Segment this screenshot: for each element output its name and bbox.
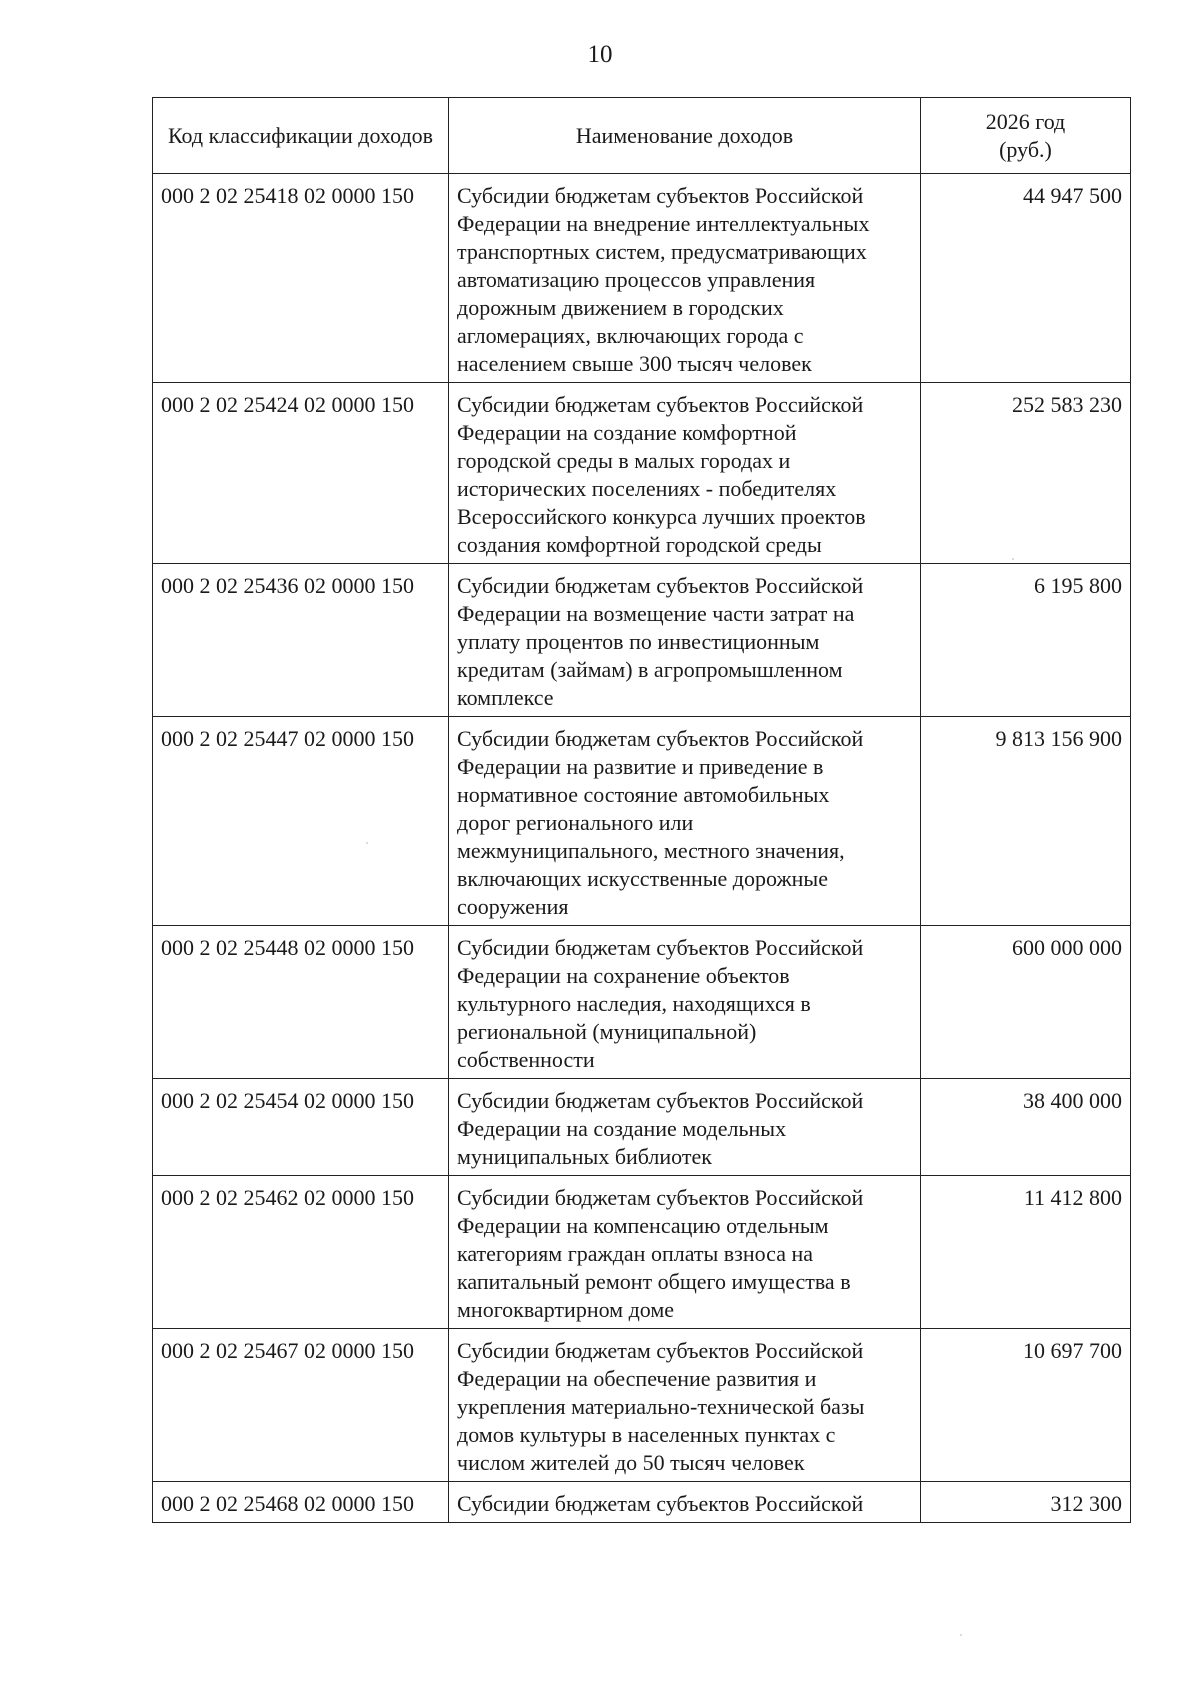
table-row bbox=[153, 1482, 1131, 1523]
income-name-line: Федерации на обеспечение развития и bbox=[457, 1366, 817, 1391]
income-name-line: Федерации на сохранение объектов bbox=[457, 963, 790, 988]
income-name-line: населением свыше 300 тысяч человек bbox=[457, 351, 812, 376]
table-row bbox=[153, 383, 1131, 564]
income-name-cell bbox=[449, 1079, 921, 1176]
header-amount bbox=[921, 98, 1131, 174]
table-row bbox=[153, 174, 1131, 383]
income-name-line: уплату процентов по инвестиционным bbox=[457, 629, 820, 654]
income-code-cell: 000 2 02 25448 02 0000 150 bbox=[153, 926, 449, 1079]
income-name-line: включающих искусственные дорожные bbox=[457, 866, 828, 891]
income-amount-cell: 9 813 156 900 bbox=[921, 717, 1131, 926]
income-code-cell: 000 2 02 25447 02 0000 150 bbox=[153, 717, 449, 926]
income-code-cell: 000 2 02 25436 02 0000 150 bbox=[153, 564, 449, 717]
income-name-line: Субсидии бюджетам субъектов Российской bbox=[457, 1338, 864, 1363]
income-name-line: Субсидии бюджетам субъектов Российской bbox=[457, 1185, 864, 1210]
income-name-cell bbox=[449, 383, 921, 564]
income-amount-cell: 38 400 000 bbox=[921, 1079, 1131, 1176]
income-name-line: Субсидии бюджетам субъектов Российской bbox=[457, 726, 864, 751]
income-amount-cell: 600 000 000 bbox=[921, 926, 1131, 1079]
income-code-cell: 000 2 02 25454 02 0000 150 bbox=[153, 1079, 449, 1176]
income-name-line: исторических поселениях - победителях bbox=[457, 476, 837, 501]
table-row bbox=[153, 564, 1131, 717]
income-name-line: многоквартирном доме bbox=[457, 1297, 675, 1322]
income-name-line: транспортных систем, предусматривающих bbox=[457, 239, 867, 264]
scan-speck bbox=[366, 842, 368, 844]
income-name-cell bbox=[449, 1176, 921, 1329]
table-body bbox=[153, 174, 1131, 1523]
income-name-line: Субсидии бюджетам субъектов Российской bbox=[457, 573, 864, 598]
income-name-line: числом жителей до 50 тысяч человек bbox=[457, 1450, 805, 1475]
income-name-line: Федерации на создание модельных bbox=[457, 1116, 787, 1141]
income-amount-cell: 10 697 700 bbox=[921, 1329, 1131, 1482]
table-row bbox=[153, 1329, 1131, 1482]
income-name-cell bbox=[449, 174, 921, 383]
income-table bbox=[152, 97, 1131, 1523]
income-amount-cell: 6 195 800 bbox=[921, 564, 1131, 717]
income-name-line: сооружения bbox=[457, 894, 569, 919]
income-name-line: собственности bbox=[457, 1047, 595, 1072]
income-name-cell bbox=[449, 1329, 921, 1482]
income-name-line: Субсидии бюджетам субъектов Российской bbox=[457, 1088, 864, 1113]
scan-speck bbox=[960, 1634, 962, 1636]
income-name-line: создания комфортной городской среды bbox=[457, 532, 822, 557]
income-name-line: Федерации на создание комфортной bbox=[457, 420, 797, 445]
income-name-cell bbox=[449, 926, 921, 1079]
income-name-line: Субсидии бюджетам субъектов Российской bbox=[457, 392, 864, 417]
table-row bbox=[153, 926, 1131, 1079]
income-name-line: Всероссийского конкурса лучших проектов bbox=[457, 504, 866, 529]
page-number: 10 bbox=[587, 41, 613, 68]
income-name-line: укрепления материально-технической базы bbox=[457, 1394, 865, 1419]
income-name-line: Федерации на компенсацию отдельным bbox=[457, 1213, 829, 1238]
income-code-cell: 000 2 02 25467 02 0000 150 bbox=[153, 1329, 449, 1482]
header-amount-year: 2026 год bbox=[985, 108, 1066, 134]
header-name: Наименование доходов bbox=[449, 98, 921, 174]
income-name-line: Федерации на развитие и приведение в bbox=[457, 754, 824, 779]
income-name-line: Субсидии бюджетам субъектов Российской bbox=[457, 1491, 864, 1516]
income-name-line: Субсидии бюджетам субъектов Российской bbox=[457, 935, 864, 960]
income-name-line: межмуниципального, местного значения, bbox=[457, 838, 845, 863]
income-name-line: Федерации на внедрение интеллектуальных bbox=[457, 211, 870, 236]
table-row bbox=[153, 1079, 1131, 1176]
table-header-row bbox=[153, 98, 1131, 174]
income-name-cell bbox=[449, 1482, 921, 1523]
income-amount-cell: 312 300 bbox=[921, 1482, 1131, 1523]
income-amount-cell: 44 947 500 bbox=[921, 174, 1131, 383]
income-name-line: городской среды в малых городах и bbox=[457, 448, 791, 473]
income-amount-cell: 11 412 800 bbox=[921, 1176, 1131, 1329]
income-name-line: муниципальных библиотек bbox=[457, 1144, 712, 1169]
income-name-line: нормативное состояние автомобильных bbox=[457, 782, 830, 807]
scan-speck bbox=[1012, 558, 1014, 560]
income-name-line: дорожным движением в городских bbox=[457, 295, 784, 320]
income-name-line: капитальный ремонт общего имущества в bbox=[457, 1269, 851, 1294]
income-amount-cell: 252 583 230 bbox=[921, 383, 1131, 564]
income-name-line: кредитам (займам) в агропромышленном bbox=[457, 657, 843, 682]
income-name-line: культурного наследия, находящихся в bbox=[457, 991, 811, 1016]
income-name-line: дорог регионального или bbox=[457, 810, 694, 835]
income-name-line: категориям граждан оплаты взноса на bbox=[457, 1241, 814, 1266]
income-name-cell bbox=[449, 717, 921, 926]
income-name-line: автоматизацию процессов управления bbox=[457, 267, 816, 292]
income-name-line: региональной (муниципальной) bbox=[457, 1019, 757, 1044]
income-name-line: комплексе bbox=[457, 685, 554, 710]
income-code-cell: 000 2 02 25468 02 0000 150 bbox=[153, 1482, 449, 1523]
table-row bbox=[153, 717, 1131, 926]
income-name-line: Субсидии бюджетам субъектов Российской bbox=[457, 183, 864, 208]
income-code-cell: 000 2 02 25462 02 0000 150 bbox=[153, 1176, 449, 1329]
income-name-line: домов культуры в населенных пунктах с bbox=[457, 1422, 836, 1447]
header-code: Код классификации доходов bbox=[153, 98, 449, 174]
income-code-cell: 000 2 02 25418 02 0000 150 bbox=[153, 174, 449, 383]
income-name-cell bbox=[449, 564, 921, 717]
table-row bbox=[153, 1176, 1131, 1329]
income-name-line: агломерациях, включающих города с bbox=[457, 323, 804, 348]
income-code-cell: 000 2 02 25424 02 0000 150 bbox=[153, 383, 449, 564]
income-name-line: Федерации на возмещение части затрат на bbox=[457, 601, 855, 626]
header-amount-unit: (руб.) bbox=[999, 136, 1052, 162]
